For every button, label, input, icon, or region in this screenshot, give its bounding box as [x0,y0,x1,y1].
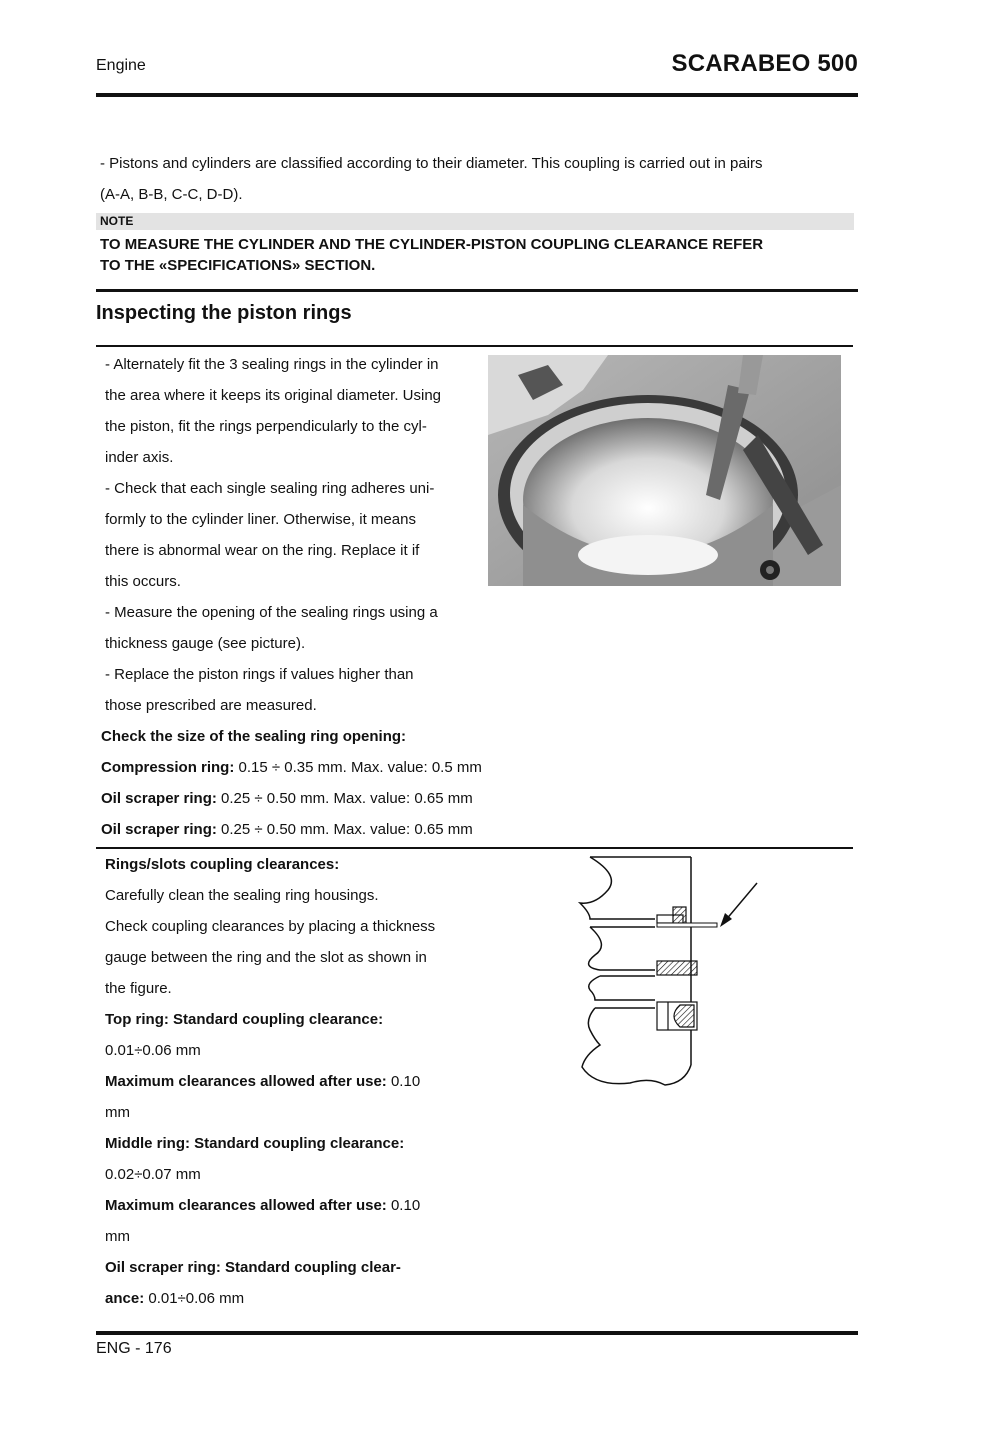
instruction-line: inder axis. [105,449,174,466]
top-ring-max-unit: mm [105,1104,130,1121]
oil-ring-label-cont: ance: [105,1290,145,1307]
note-line-1: TO MEASURE THE CYLINDER AND THE CYLINDER-PISTON COUPLING CLEARANCE REFER [100,236,764,253]
note-bar [96,213,854,230]
opening-row [101,752,601,783]
clearances-body-line: gauge between the ring and the slot as shown in [105,949,427,966]
opening-heading: Check the size of the sealing ring opening: [101,728,407,745]
cylinder-gauge-photo [488,355,841,586]
clearances-heading: Rings/slots coupling clearances: [105,856,340,873]
instruction-line: those prescribed are measured. [105,697,317,714]
header-rule [96,93,858,97]
top-ring-value: 0.01÷0.06 mm [105,1042,201,1059]
page-number: ENG - 176 [96,1340,172,1357]
note-line-2: TO THE «SPECIFICATIONS» SECTION. [100,257,376,274]
clearances-body-line: Check coupling clearances by placing a thickness [105,918,436,935]
intro-paragraph [100,148,860,210]
opening-row-label: Oil scraper ring: [101,821,217,838]
clearances-body-line: the figure. [105,980,172,997]
top-ring-max-label: Maximum clearances allowed after use: [105,1073,387,1090]
clearances-text [105,849,477,1314]
section-rule [96,289,858,292]
instructions-text [105,349,477,721]
intro-line-1: - Pistons and cylinders are classified according to their diameter. This coupling is carried out in pairs [100,155,763,172]
middle-ring-max-label: Maximum clearances allowed after use: [105,1197,387,1214]
instruction-line: the piston, fit the rings perpendicularly to the cyl- [105,418,427,435]
intro-line-2: (A-A, B-B, C-C, D-D). [100,186,243,203]
opening-row-label: Compression ring: [101,759,235,776]
middle-ring-value: 0.02÷0.07 mm [105,1166,201,1183]
oil-ring-label: Oil scraper ring: Standard coupling clear- [105,1259,401,1276]
top-ring-label: Top ring: Standard coupling clearance: [105,1011,384,1028]
instruction-line: thickness gauge (see picture). [105,635,306,652]
footer-rule [96,1331,858,1335]
instruction-line: - Replace the piston rings if values higher than [105,666,414,683]
opening-row-value: 0.25 ÷ 0.50 mm. Max. value: 0.65 mm [216,790,473,807]
instruction-line: this occurs. [105,573,181,590]
instruction-line: the area where it keeps its original diameter. Using [105,387,442,404]
instruction-line: there is abnormal wear on the ring. Replace it if [105,542,420,559]
opening-row-value: 0.15 ÷ 0.35 mm. Max. value: 0.5 mm [234,759,482,776]
oil-ring-value: 0.01÷0.06 mm [144,1290,245,1307]
middle-ring-label: Middle ring: Standard coupling clearance: [105,1135,405,1152]
ring-slot-diagram [570,855,770,1090]
instruction-line: formly to the cylinder liner. Otherwise, it means [105,511,416,528]
middle-ring-max-value: 0.10 [386,1197,421,1214]
header-section-name: Engine [96,57,146,74]
instruction-line: - Alternately fit the 3 sealing rings in the cylinder in [105,356,439,373]
header-model-title: SCARABEO 500 [671,50,858,77]
opening-row-label: Oil scraper ring: [101,790,217,807]
middle-ring-max-unit: mm [105,1228,130,1245]
instruction-line: - Check that each single sealing ring adheres uni- [105,480,435,497]
note-text [100,234,860,276]
instruction-line: - Measure the opening of the sealing rings using a [105,604,438,621]
clearances-body-line: Carefully clean the sealing ring housings. [105,887,379,904]
section-title-rule [96,345,853,347]
opening-specs [101,721,601,845]
opening-row-value: 0.25 ÷ 0.50 mm. Max. value: 0.65 mm [216,821,473,838]
section-title: Inspecting the piston rings [96,302,352,324]
opening-row [101,814,601,845]
opening-row [101,783,601,814]
top-ring-max-value: 0.10 [386,1073,421,1090]
note-label: NOTE [100,214,134,228]
